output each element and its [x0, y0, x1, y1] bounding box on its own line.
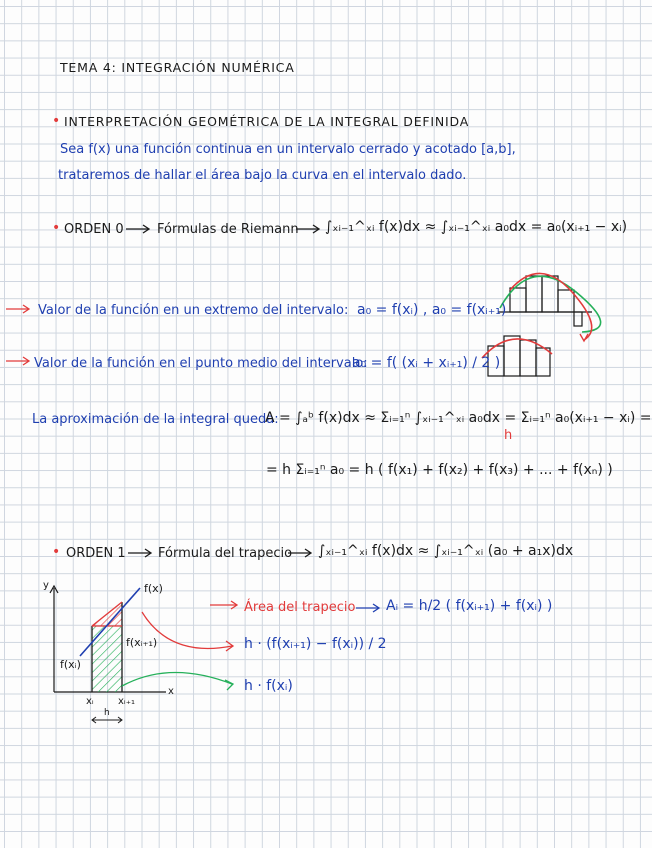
arrow-right-icon: [288, 548, 314, 558]
arrow-right-icon: [126, 224, 152, 234]
bullet: •: [52, 544, 61, 560]
arrow-right-icon: [6, 304, 32, 314]
graph-x-axis-label: x: [168, 686, 174, 697]
orden0-formula: ∫ₓᵢ₋₁^ₓᵢ f(x)dx ≈ ∫ₓᵢ₋₁^ₓᵢ a₀dx = a₀(xᵢ₊₁ − xᵢ): [325, 219, 628, 235]
orden1-name: Fórmula del trapecio: [158, 546, 293, 561]
graph-xi-label: xᵢ: [86, 696, 94, 707]
bullet: •: [52, 113, 61, 129]
orden0-h-label: h: [504, 428, 513, 443]
bullet: •: [52, 220, 61, 236]
arrow-right-icon: [128, 548, 154, 558]
interpretation-line1: Sea f(x) una función continua en un intervalo cerrado y acotado [a,b],: [60, 142, 516, 157]
graph-h-label: h: [104, 708, 110, 718]
rect-formula: h · f(xᵢ): [244, 678, 293, 694]
orden0-label: ORDEN 0: [64, 222, 124, 237]
graph-curve-label: f(x): [144, 582, 163, 595]
orden0-midpoint-text: Valor de la función en el punto medio del intervalo:: [34, 356, 368, 371]
interpretation-heading: INTERPRETACIÓN GEOMÉTRICA DE LA INTEGRAL DEFINIDA: [64, 114, 470, 129]
triangle-formula: h · (f(xᵢ₊₁) − f(xᵢ)) / 2: [244, 636, 387, 652]
arrow-right-icon: [6, 356, 32, 366]
orden1-label: ORDEN 1: [66, 546, 126, 561]
arrow-right-icon: [296, 224, 322, 234]
arrow-right-icon: [356, 603, 382, 613]
orden0-approx-label: La aproximación de la integral queda:: [32, 412, 279, 427]
orden1-formula: ∫ₓᵢ₋₁^ₓᵢ f(x)dx ≈ ∫ₓᵢ₋₁^ₓᵢ (a₀ + a₁x)dx: [318, 543, 574, 559]
graph-fxi1-label: f(xᵢ₊₁): [126, 636, 158, 649]
orden0-extreme-text: Valor de la función en un extremo del intervalo:: [38, 303, 349, 318]
orden0-extreme-formula: a₀ = f(xᵢ) , a₀ = f(xᵢ₊₁): [357, 302, 507, 318]
trap-area-formula: Aᵢ = h/2 ( f(xᵢ₊₁) + f(xᵢ) ): [386, 598, 553, 614]
graph-y-axis-label: y: [43, 580, 49, 591]
orden0-approx-formula: A = ∫ₐᵇ f(x)dx ≈ Σᵢ₌₁ⁿ ∫ₓᵢ₋₁^ₓᵢ a₀dx = Σᵢ₌₁ⁿ a₀(xᵢ₊₁ − xᵢ) =: [265, 410, 652, 426]
trap-area-label: Área del trapecio: [244, 600, 356, 615]
red-curved-arrow: [140, 608, 240, 658]
graph-fxi-label: f(xᵢ): [60, 658, 81, 671]
page-title: TEMA 4: INTEGRACIÓN NUMÉRICA: [60, 60, 295, 75]
green-curved-arrow: [120, 664, 240, 694]
orden0-midpoint-formula: a₀ = f( (xᵢ + xᵢ₊₁) / 2 ): [352, 355, 501, 371]
orden0-name: Fórmulas de Riemann: [157, 222, 299, 237]
graph-xi1-label: xᵢ₊₁: [118, 696, 135, 707]
interpretation-line2: trataremos de hallar el área bajo la curva en el intervalo dado.: [58, 168, 467, 183]
orden0-approx-formula2: = h Σᵢ₌₁ⁿ a₀ = h ( f(x₁) + f(x₂) + f(x₃) + ... + f(xₙ) ): [266, 462, 613, 478]
